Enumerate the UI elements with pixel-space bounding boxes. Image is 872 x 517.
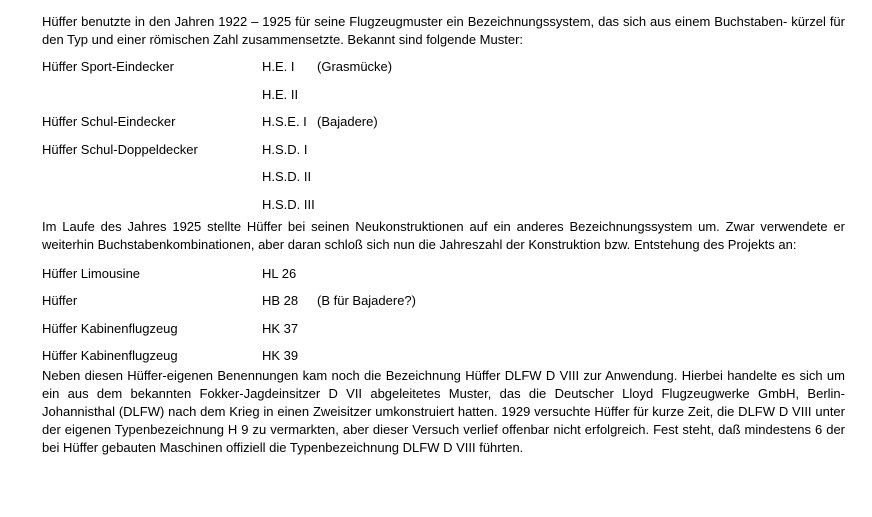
designation-row (42, 320, 845, 338)
designation-note: (B für Bajadere?) (317, 293, 416, 308)
designation-code: HL 26 (262, 265, 297, 281)
early-designations-table (42, 58, 845, 214)
later-designations-table (42, 265, 845, 366)
designation-row (42, 292, 845, 310)
document-page (42, 13, 845, 457)
designation-row (42, 168, 845, 186)
designation-name: Hüffer Limousine (42, 265, 141, 281)
designation-name: Hüffer (42, 293, 78, 308)
middle-paragraph: Im Laufe des Jahres 1925 stellte Hüffer bei seinen Neukonstruktionen auf ein anderes Bezeichnungssystem um. Zwar verwendete er weiterhin Buchstabenkombinationen, aber daran schloß sich nun die Jahreszahl der Konstruktion bzw. Entstehung des Projekts an: (42, 218, 845, 252)
closing-paragraph: Neben diesen Hüffer-eigenen Benennungen kam noch die Bezeichnung Hüffer DLFW D VIII zur Anwendung. Hierbei handelte es sich um ein aus dem bekannten Fokker-Jagdeinsitzer D VII abgeleitetes Muster, das die Deutscher Lloyd Flugzeugwerke GmbH, Berlin-Johannisthal (DLFW) nach dem Krieg in einen Zweisitzer umkonstruiert hatten. 1929 versuchte Hüffer für kurze Zeit, die DLFW D VIII unter der eigenen Typenbezeichnung H 9 zu vermarkten, aber dieser Versuch verlief offenbar nicht erfolgreich. Fest steht, daß mindestens 6 der bei Hüffer gebauten Maschinen offiziell die Typenbezeichnung DLFW D VIII führten. (42, 368, 845, 455)
designation-row (42, 265, 845, 283)
designation-row (42, 141, 845, 159)
designation-name: Hüffer Kabinenflugzeug (42, 348, 178, 363)
designation-code: HK 39 (262, 348, 299, 363)
designation-row (42, 196, 845, 214)
designation-code: H.S.E. I (262, 114, 307, 129)
designation-code: HK 37 (262, 320, 299, 336)
designation-code: HB 28 (262, 293, 299, 308)
designation-code: H.E. II (262, 86, 299, 102)
designation-code: H.S.D. I (262, 141, 308, 157)
designation-name: Hüffer Schul-Eindecker (42, 114, 176, 129)
designation-name: Hüffer Sport-Eindecker (42, 59, 174, 74)
designation-code: H.E. I (262, 59, 295, 74)
designation-note: (Bajadere) (317, 114, 378, 129)
designation-code: H.S.D. III (262, 196, 315, 212)
designation-row (42, 58, 845, 76)
designation-name: Hüffer Schul-Doppeldecker (42, 141, 198, 157)
designation-name: Hüffer Kabinenflugzeug (42, 320, 178, 336)
designation-code: H.S.D. II (262, 169, 312, 184)
designation-row (42, 347, 845, 365)
designation-row (42, 113, 845, 131)
intro-paragraph: Hüffer benutzte in den Jahren 1922 – 1925 für seine Flugzeugmuster ein Bezeichnungssystem, das sich aus einem Buchstaben- kürzel für den Typ und einer römischen Zahl zusammensetzte. Bekannt sind folgende Muster: (42, 14, 845, 47)
designation-note: (Grasmücke) (317, 59, 393, 74)
designation-row (42, 86, 845, 104)
